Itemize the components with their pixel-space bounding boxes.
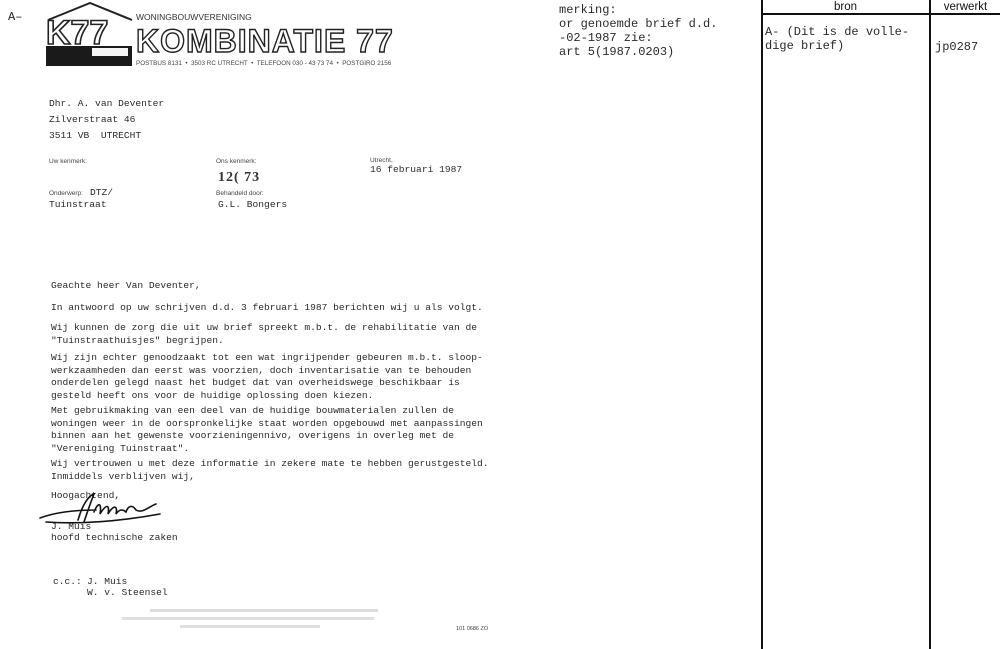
place-label: Utrecht, [370, 157, 393, 164]
paragraph-line: "Tuinstraathuisjes" begrijpen. [51, 334, 224, 346]
paragraph-1 [51, 302, 483, 315]
letter-date: 16 februari 1987 [370, 164, 463, 175]
paragraph-line: werkzaamheden dan eerst was voorzien, doch inventarisatie van te behouden [51, 364, 472, 376]
paragraph-line: onderdelen gelegd naast het budget dat van overheidswege beschikbaar is [51, 377, 460, 388]
subject-line1: DTZ/ [90, 187, 114, 198]
side-note-line: merking: [559, 3, 617, 17]
org-name: WONINGBOUWVERENIGING [136, 12, 252, 22]
bron-line: A- (Dit is de volle- [765, 25, 910, 39]
paragraph-3 [51, 352, 483, 402]
our-ref-value: 12( 73 [218, 170, 261, 185]
recipient-city: 3511 VB UTRECHT [49, 130, 142, 141]
paragraph-line: "Vereniging Tuinstraat". [51, 442, 190, 454]
subject-line2: Tuinstraat [49, 199, 107, 210]
header-verwerkt: verwerkt [943, 1, 988, 13]
paragraph-line: gesteld heeft ons voor de huidige oplossing doen kiezen. [51, 389, 374, 401]
closing: Hoogachtend, [51, 490, 121, 501]
paragraph-line: woningen weer in de oorspronkelijke staat worden opgebouwd met aanpassingen [51, 417, 483, 429]
recipient-name: Dhr. A. van Deventer [49, 98, 165, 109]
paragraph-line: In antwoord op uw schrijven d.d. 3 februari 1987 berichten wij u als volgt. [51, 302, 483, 313]
our-ref-label: Ons kenmerk: [216, 158, 257, 165]
signer-name: J. Muis [51, 521, 92, 532]
your-ref-label: Uw kenmerk: [49, 158, 87, 165]
recipient-street: Zilverstraat 46 [49, 114, 136, 125]
paragraph-2 [51, 322, 478, 347]
paragraph-line: Wij kunnen de zorg die uit uw brief spreekt m.b.t. de rehabilitatie van de [51, 322, 478, 333]
subject-label: Onderwerp: [49, 190, 83, 197]
logo-name: KOMBINATIE 77 [136, 23, 394, 59]
salutation: Geachte heer Van Deventer, [51, 280, 201, 291]
cc-label: c.c.: [53, 576, 82, 587]
side-note-line: or genoemde brief d.d. [559, 17, 718, 31]
handled-label: Behandeld door: [216, 190, 264, 197]
handled-value: G.L. Bongers [218, 199, 288, 210]
side-note-line: art 5(1987.0203) [559, 45, 675, 59]
header-bron: bron [833, 1, 858, 13]
paragraph-4 [51, 405, 483, 455]
page-marker: A– [8, 10, 23, 24]
paragraph-line: Wij zijn echter genoodzaakt tot een wat ingrijpender gebeuren m.b.t. sloop- [51, 352, 483, 363]
paragraph-5 [51, 458, 489, 483]
paragraph-line: Wij vertrouwen u met deze informatie in zekere mate te hebben gerustgesteld. [51, 458, 489, 469]
side-note-line: -02-1987 zie: [559, 31, 653, 45]
signer-title: hoofd technische zaken [51, 532, 178, 543]
paragraph-line: Met gebruikmaking van een deel van de huidige bouwmaterialen zullen de [51, 405, 455, 416]
footer-code: 101 0686 ZO [456, 626, 489, 632]
cc-item: J. Muis [87, 576, 128, 587]
cc-item: W. v. Steensel [87, 587, 168, 598]
bron-line: dige brief) [765, 39, 845, 53]
paragraph-line: binnen aan het gewenste voorzieningennivo, overigens in overleg met de [51, 430, 455, 441]
contact-line: POSTBUS 8131 • 3503 RC UTRECHT • TELEFOON 030 - 43 73 74 • POSTGIRO 2156 [136, 60, 392, 67]
verwerkt-value: jp0287 [935, 40, 979, 54]
paragraph-line: Inmiddels verblijven wij, [51, 470, 195, 482]
logo-short: K77 [46, 14, 109, 52]
